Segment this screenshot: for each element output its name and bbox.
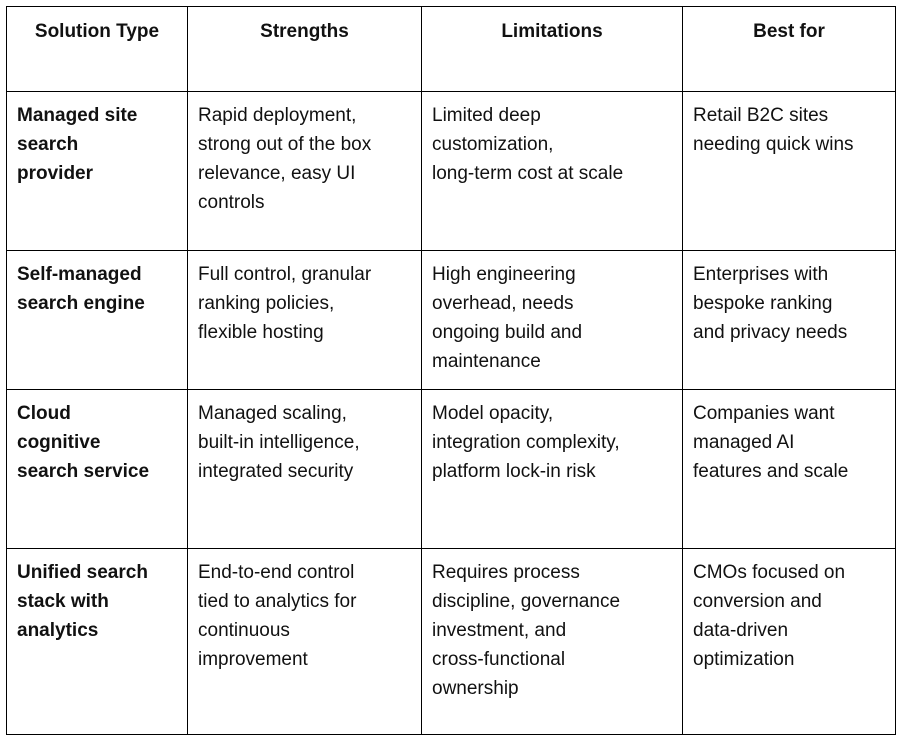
strengths-cell: Rapid deployment, strong out of the box relevance, easy UI controls: [188, 92, 422, 251]
limitations-cell: Model opacity, integration complexity, platform lock-in risk: [422, 390, 683, 549]
strengths-cell: Full control, granular ranking policies, flexible hosting: [188, 251, 422, 390]
strengths-cell: Managed scaling, built-in intelligence, integrated security: [188, 390, 422, 549]
solution-type-cell: Unified search stack with analytics: [7, 549, 188, 735]
best-for-cell: Companies want managed AI features and scale: [683, 390, 896, 549]
strengths-cell: End-to-end control tied to analytics for continuous improvement: [188, 549, 422, 735]
table-row: [7, 549, 896, 735]
header-best-for: Best for: [683, 7, 896, 92]
table-header-row: [7, 7, 896, 92]
header-limitations: Limitations: [422, 7, 683, 92]
header-solution-type: Solution Type: [7, 7, 188, 92]
table-row: [7, 390, 896, 549]
solution-type-cell: Managed site search provider: [7, 92, 188, 251]
limitations-cell: Limited deep customization, long-term cost at scale: [422, 92, 683, 251]
comparison-table: [6, 6, 896, 735]
solution-type-cell: Cloud cognitive search service: [7, 390, 188, 549]
table-row: [7, 251, 896, 390]
solution-type-cell: Self-managed search engine: [7, 251, 188, 390]
best-for-cell: CMOs focused on conversion and data-driven optimization: [683, 549, 896, 735]
limitations-cell: Requires process discipline, governance investment, and cross-functional ownership: [422, 549, 683, 735]
best-for-cell: Retail B2C sites needing quick wins: [683, 92, 896, 251]
best-for-cell: Enterprises with bespoke ranking and privacy needs: [683, 251, 896, 390]
table-row: [7, 92, 896, 251]
header-strengths: Strengths: [188, 7, 422, 92]
limitations-cell: High engineering overhead, needs ongoing build and maintenance: [422, 251, 683, 390]
